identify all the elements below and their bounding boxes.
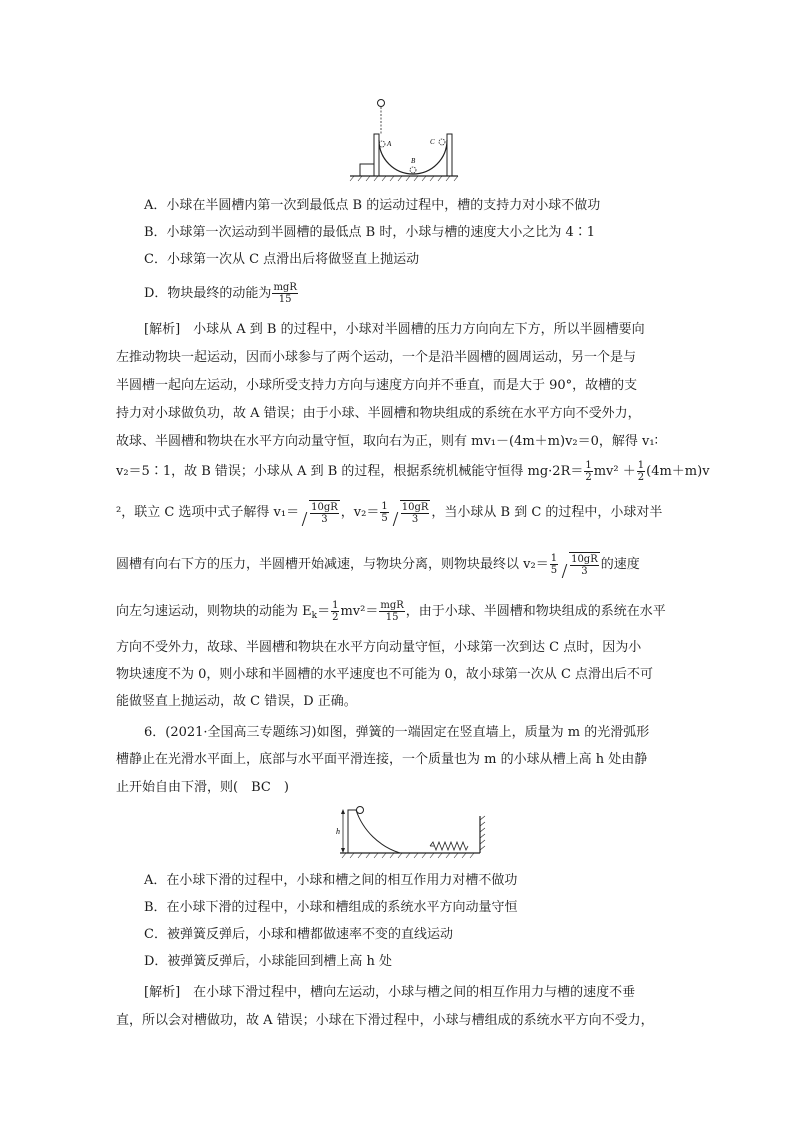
label-A: A bbox=[387, 140, 392, 148]
option-6c: C．被弹簧反弹后，小球和槽都做速率不变的直线运动 bbox=[144, 927, 453, 942]
fraction-half: $\frac{1}{2}$ bbox=[637, 460, 645, 483]
ground-hatch bbox=[350, 176, 458, 181]
fraction-fifth: $\frac{1}{5}$ bbox=[550, 553, 558, 576]
figure-arc-trough-spring bbox=[334, 806, 488, 862]
option-5a: A．小球在半圆槽内第一次到最低点 B 的运动过程中，槽的支持力对小球不做功 bbox=[144, 198, 601, 213]
analysis5-line12: 能做竖直上抛运动，故 C 错误，D 正确。 bbox=[116, 694, 357, 709]
fraction-ek: $\frac{\text{mgR}}{15}$ bbox=[380, 600, 404, 623]
option-6a: A．在小球下滑的过程中，小球和槽之间的相互作用力对槽不做功 bbox=[144, 873, 518, 888]
analysis5-line5: 故球、半圆槽和物块在水平方向动量守恒，取向右为正，则有 mv₁－(4m＋m)v₂＝0，解得 v₁∶ bbox=[116, 434, 658, 449]
analysis5-line7: ²，联立 C 选项中式子解得 v₁＝ $\frac{10gR}{3}$ ，v₂＝ $\frac{1}{5}$ $\frac{10gR}{3}$ ，当小球从 B 到 C 的过程中，小球对半 bbox=[116, 501, 663, 525]
sqrt-v1: $\frac{10gR}{3}$ bbox=[300, 500, 340, 525]
fraction-half: $\frac{1}{2}$ bbox=[585, 460, 592, 483]
ball-B bbox=[410, 167, 416, 173]
label-B: B bbox=[411, 157, 416, 165]
analysis5-line3: 半圆槽一起向左运动，小球所受支持力方向与速度方向并不垂直，而是大于 90°，故槽的支 bbox=[116, 378, 638, 393]
option-5d-fraction: $\frac{\text{mgR}}{15}$ bbox=[273, 282, 297, 305]
ball-C bbox=[439, 139, 445, 145]
option-5c: C．小球第一次从 C 点滑出后将做竖直上抛运动 bbox=[144, 252, 420, 267]
analysis5-line2: 左推动物块一起运动，因而小球参与了两个运动，一个是沿半圆槽的圆周运动，另一个是与 bbox=[116, 350, 637, 365]
arc-trough bbox=[348, 810, 400, 853]
fraction-fifth: $\frac{1}{5}$ bbox=[381, 501, 388, 524]
option-6d: D．被弹簧反弹后，小球能回到槽上高 h 处 bbox=[144, 954, 393, 969]
analysis5-line8: 圆槽有向右下方的压力，半圆槽开始减速，与物块分离，则物块最终以 v₂＝ $\frac{1}{5}$ $\frac{10gR}{3}$ 的速度 bbox=[116, 553, 640, 577]
option-6b: B．在小球下滑的过程中，小球和槽组成的系统水平方向动量守恒 bbox=[144, 900, 518, 915]
spring bbox=[430, 842, 468, 850]
fraction-half: $\frac{1}{2}$ bbox=[332, 600, 339, 623]
analysis5-line10: 方向不受外力，故球、半圆槽和物块在水平方向动量守恒，小球第一次到达 C 点时，因为小 bbox=[116, 640, 642, 655]
analysis6-line1: [解析] 在小球下滑过程中，槽向左运动，小球与槽之间的相互作用力与槽的速度不垂 bbox=[144, 985, 636, 1000]
sqrt-v2-final: $\frac{10gR}{3}$ bbox=[560, 552, 600, 577]
question6-line3: 止开始自由下滑，则( BC ) bbox=[116, 780, 289, 795]
option-5d-prefix: D．物块最终的动能为 bbox=[144, 286, 272, 301]
block bbox=[360, 164, 374, 176]
hanging-ball bbox=[378, 100, 385, 107]
ball bbox=[357, 807, 364, 814]
label-C: C bbox=[430, 138, 435, 146]
analysis5-line1: [解析] 小球从 A 到 B 的过程中，小球对半圆槽的压力方向向左下方，所以半圆槽要向 bbox=[144, 322, 645, 337]
question6-line1: 6．(2021·全国高三专题练习)如图，弹簧的一端固定在竖直墙上，质量为 m 的光滑弧形 bbox=[144, 725, 650, 740]
option-5d bbox=[144, 282, 299, 305]
height-label: h bbox=[336, 827, 340, 836]
trough-left-wall bbox=[374, 134, 379, 176]
sqrt-v2: $\frac{10gR}{3}$ bbox=[391, 500, 431, 525]
analysis5-line4: 持力对小球做负功，故 A 错误；由于小球、半圆槽和物块组成的系统在水平方向不受外力， bbox=[116, 406, 641, 421]
question6-line2: 槽静止在光滑水平面上，底部与水平面平滑连接，一个质量也为 m 的小球从槽上高 h 处由静 bbox=[116, 752, 648, 767]
analysis5-line9: 向左匀速运动，则物块的动能为 $E_k=$ $\frac{1}{2}$ mv²＝ $\frac{\text{mgR}}{15}$ ，由于小球、半圆槽和物块组成的系统在水平 bbox=[116, 600, 666, 623]
figure-half-cylinder-trough bbox=[348, 96, 460, 188]
analysis5-line11: 物块速度不为 0，则小球和半圆槽的水平速度也不可能为 0，故小球第一次从 C 点滑出后不可 bbox=[116, 667, 654, 682]
trough-right-wall bbox=[447, 134, 452, 176]
analysis5-line6: v₂＝5∶1，故 B 错误；小球从 A 到 B 的过程，根据系统机械能守恒得 mg·2R＝ $\frac{1}{2}$ mv² ＋ $\frac{1}{2}$ (4m＋m)v bbox=[116, 460, 710, 483]
analysis6-line2: 直，所以会对槽做功，故 A 错误；小球在下滑过程中，小球与槽组成的系统水平方向不受力， bbox=[116, 1013, 654, 1028]
option-5b: B．小球第一次运动到半圆槽的最低点 B 时，小球与槽的速度大小之比为 4∶1 bbox=[144, 225, 596, 240]
